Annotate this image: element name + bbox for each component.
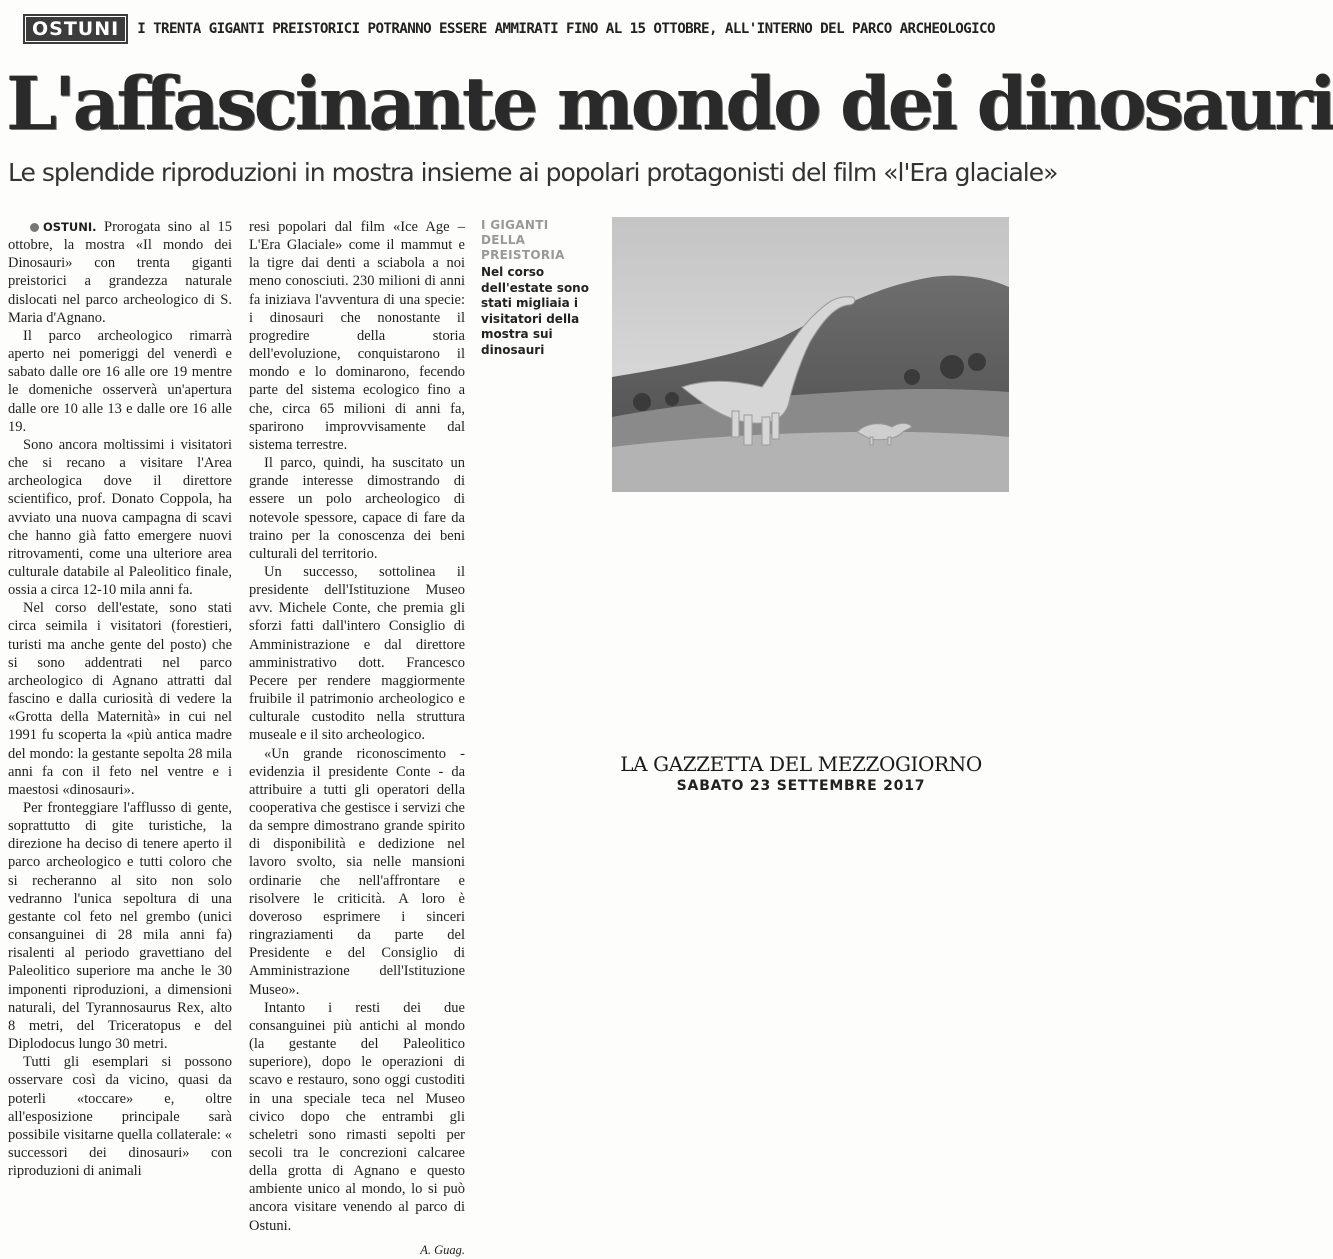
- dinosaur-photo-icon: [612, 217, 1009, 492]
- article-paragraph: Sono ancora moltissimi i visitatori che si recano a visitare l'Area archeologica dove il direttore scientifico, prof. Donato Coppola, ha avviato una nuova campagna di scavi che hanno già fatto emergere nuovi ritrovamenti, come una ulteriore area culturale databile al Paleolitico finale, ossia a circa 12-10 mila anni fa.: [8, 436, 232, 599]
- caption-text: Nel corso dell'estate sono stati migliaia i visitatori della mostra sui dinosauri: [481, 265, 589, 357]
- article-column-1: [8, 218, 232, 1180]
- article-paragraph: [8, 218, 232, 327]
- dinosaur-photo: [612, 217, 1009, 492]
- article-paragraph: Un successo, sottolinea il presidente dell'Istituzione Museo avv. Michele Conte, che premia gli sforzi fatti dall'intero Consiglio di Amministrazione e dal direttore amministrativo dott. Francesco Pecere per rendere maggiormente fruibile il patrimonio archeologico e culturale custodito nella struttura museale e il sito archeologico.: [249, 563, 465, 744]
- kicker-row: [26, 16, 1006, 42]
- paragraph-text: Prorogata sino al 15 ottobre, la mostra «Il mondo dei Dinosauri» con trenta giganti preistorici a grandezza naturale dislocati nel parco archeologico di S. Maria d'Agnano.: [8, 219, 232, 326]
- dateline: OSTUNI.: [43, 220, 97, 234]
- article-paragraph: Nel corso dell'estate, sono stati circa seimila i visitatori (forestieri, turisti ma anche gente del posto) che si sono addentrati nel parco archeologico di Agnano attratti dal fascino e dalla curiosità di vedere la «Grotta della Maternità» in cui nel 1991 fu scoperta la «più antica madre del mondo: la gestante sepolta 28 mila anni fa con il feto nel ventre e i maestosi «dinosauri».: [8, 600, 232, 798]
- article-paragraph: Tutti gli esemplari si possono osservare così da vicino, quasi da poterli «toccare» e, oltre all'esposizione principale sarà possibile visitarne quella collaterale: « successori dei dinosauri» con riproduzioni di animali: [8, 1054, 232, 1180]
- article-paragraph: resi popolari dal film «Ice Age – L'Era Glaciale» come il mammut e la tigre dai denti a sciabola a noi meno conosciuti. 230 milioni di anni fa iniziava l'avventura di una specie: i dinosauri che nonostante il progredire della storia dell'evoluzione, conquistarono il mondo e lo dominarono, fecendo parte del sistema ecologico fino a che, circa 65 milioni di anni fa, sparirono improvvisamente dal sistema terrestre.: [249, 219, 465, 453]
- headline: L'affascinante mondo dei dinosauri: [6, 61, 1333, 147]
- subheadline: Le splendide riproduzioni in mostra insieme ai popolari protagonisti del film «l'Era glaciale»: [8, 158, 1058, 187]
- article-paragraph: Il parco, quindi, ha suscitato un grande interesse dimostrando di essere un polo archeologico di notevole spessore, capace di fare da traino per la conoscenza dei beni culturali del territorio.: [249, 455, 465, 562]
- article-paragraph: Per fronteggiare l'afflusso di gente, soprattutto di gite turistiche, la direzione ha deciso di tenere aperto il parco archeologico e tutti coloro che si recheranno al sito non solo vedranno l'unica sepoltura di una gestante col feto nel grembo (unici consanguinei di 28 mila anni fa) risalenti al periodo gravettiano del Paleolitico superiore ma anche le 30 imponenti riproduzioni, a dimensioni naturali, del Tyrannosaurus Rex, alto 8 metri, del Triceratopus e del Diplodocus lungo 30 metri.: [8, 800, 232, 1053]
- article-paragraph: Intanto i resti dei due consanguinei più antichi al mondo (la gestante del Paleolitico superiore), dopo le operazioni di scavo e restauro, sono oggi custoditi in una speciale teca nel Museo civico dopo che entrambi gli scheletri sono rimasti sepolti per secoli tra le concrezioni calcaree della grotta di Agnano e questo ambiente unico al mondo, lo si può ancora visitare venendo al parco di Ostuni.: [249, 999, 465, 1234]
- caption-title: I GIGANTI DELLA PREISTORIA: [481, 218, 565, 262]
- newspaper-date: SABATO 23 SETTEMBRE 2017: [676, 778, 926, 794]
- location-tag: OSTUNI: [26, 17, 125, 41]
- article-paragraph: Il parco archeologico rimarrà aperto nei pomeriggi del venerdì e sabato dalle ore 16 alle ore 19 mentre le domeniche osserverà un'apertura dalle ore 10 alle 13 e dalle ore 16 alle 19.: [8, 327, 232, 435]
- article-column-2: [249, 218, 465, 1259]
- article-paragraph: «Un grande riconoscimento - evidenzia il presidente Conte - da attribuire a tutti gli operatori della cooperativa che gestisce i servizi che da sempre dimostrano grande spirito di disponibilità e dedizione nel lavoro svolto, sia nelle mansioni ordinarie che nell'affrontare e risolvere le criticità. A loro è doveroso esprimere i sinceri ringraziamenti da parte del Presidente e del Consiglio di Amministrazione dell'Istituzione Museo».: [249, 745, 465, 998]
- byline: A. Guag.: [420, 1242, 465, 1257]
- photo-caption: [481, 218, 591, 358]
- bullet-icon: [30, 223, 39, 232]
- kicker-text: I TRENTA GIGANTI PREISTORICI POTRANNO ESSERE AMMIRATI FINO AL 15 OTTOBRE, ALL'INTERNO DEL PARCO ARCHEOLOGICO: [137, 21, 995, 37]
- newspaper-name: LA GAZZETTA DEL MEZZOGIORNO: [620, 752, 982, 776]
